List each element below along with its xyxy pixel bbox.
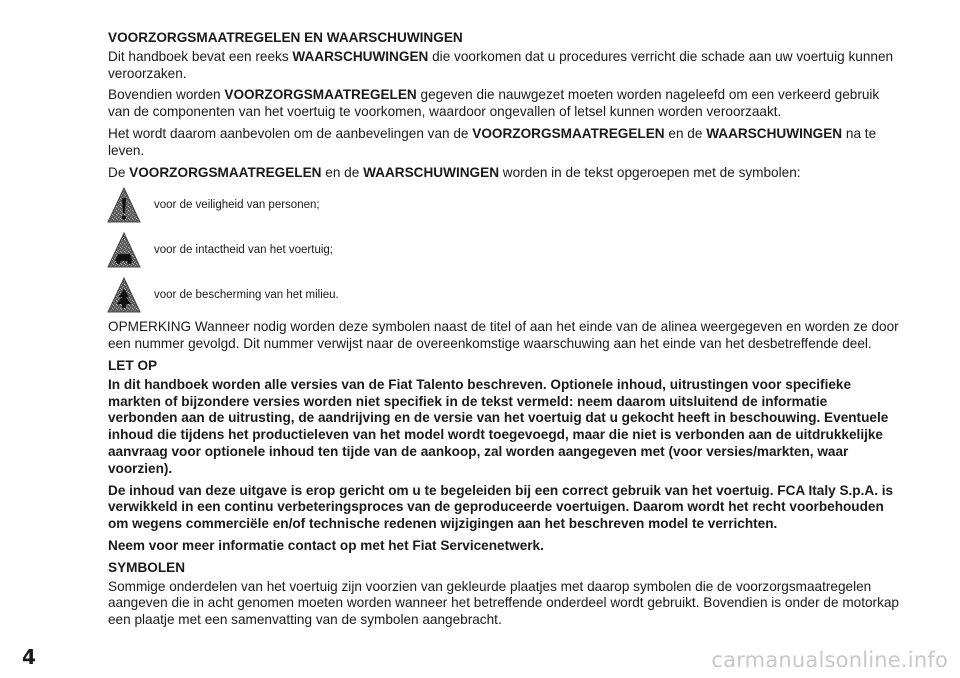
symbol-description: voor de intactheid van het voertuig; <box>154 243 334 256</box>
paragraph-letop-contact: Neem voor meer informatie contact op met het Fiat Servicenetwerk. <box>108 537 544 553</box>
warning-vehicle-icon <box>106 230 142 270</box>
section-heading-precautions: VOORZORGSMAATREGELEN EN WAARSCHUWINGEN <box>108 30 463 45</box>
paragraph-warnings-intro: Dit handboek bevat een reeks WAARSCHUWINGEN die voorkomen dat u procedures verricht die schade aan uw voertuig kunnen veroorzaken. <box>108 48 894 81</box>
paragraph-letop-versions: In dit handboek worden alle versies van de Fiat Talento beschreven. Optionele inhoud, uitrustingen voor specifieke markten of bijzondere versies worden niet specifiek in de tekst vermeld: neem daarom uitsluitend de informatie verbonden aan de uitrusting, de aandrijving en de versie van het voertuig dat u gekocht heeft in beschouwing. Eventuele inhoud die tijdens het productieleven van het model wordt toegevoegd, maar die niet is verbonden aan de uitdrukkelijke aanvraag voor optionele inhoud ten tijde van de aankoop, zal worden aangegeven met (voor versies/markten, waar voorzien). <box>108 376 889 476</box>
symbol-description: voor de bescherming van het milieu. <box>154 288 339 301</box>
paragraph-letop-content: De inhoud van deze uitgave is erop gericht om u te begeleiden bij een correct gebruik van het voertuig. FCA Italy S.p.A. is verwikkeld in een continu verbeteringsproces van de geproduceerde voertuigen. Daarom wordt het recht voorbehouden om wegens commerciële en/of technische redenen wijzigingen aan het beschreven model te verrichten. <box>108 482 894 532</box>
section-let-op <box>108 358 900 555</box>
symbol-row-person <box>106 182 900 227</box>
section-heading-symbolen: SYMBOLEN <box>108 559 186 575</box>
section-heading-let-op: LET OP <box>108 357 158 373</box>
warning-person-icon <box>106 185 142 225</box>
paragraph-symbolen: Sommige onderdelen van het voertuig zijn voorzien van gekleurde plaatjes met daarop symbolen die de voorzorgsmaatregelen aangeven die in acht genomen moeten worden wanneer het betreffende onderdeel wordt gebruikt. Bovendien is onder de motorkap een plaatje met een samenvatting van de symbolen aangebracht. <box>108 578 899 628</box>
symbol-row-environment <box>106 272 900 317</box>
paragraph-recommendation: Het wordt daarom aanbevolen om de aanbevelingen van de VOORZORGSMAATREGELEN en de WAARSCHUWINGEN na te leven. <box>108 125 877 158</box>
document-body <box>108 30 900 634</box>
page-number: 4 <box>22 645 36 669</box>
symbol-row-vehicle <box>106 227 900 272</box>
symbol-description: voor de veiligheid van personen; <box>154 198 320 211</box>
paragraph-note: OPMERKING Wanneer nodig worden deze symbolen naast de titel of aan het einde van de alinea weergegeven en worden ze door een nummer gevolgd. Dit nummer verwijst naar de overeenkomstige waarschuwing aan het einde van het desbetreffende deel. <box>108 319 899 352</box>
watermark-text: carmanualsonline.info <box>711 648 948 672</box>
warning-environment-icon <box>106 275 142 315</box>
paragraph-precautions-intro: Bovendien worden VOORZORGSMAATREGELEN gegeven die nauwgezet moeten worden nageleefd om een verkeerd gebruik van de componenten van het voertuig te voorkomen, waardoor ongevallen of letsel kunnen worden veroorzaakt. <box>108 87 880 120</box>
paragraph-symbols-intro: De VOORZORGSMAATREGELEN en de WAARSCHUWINGEN worden in de tekst opgeroepen met de symbolen: <box>108 164 801 180</box>
